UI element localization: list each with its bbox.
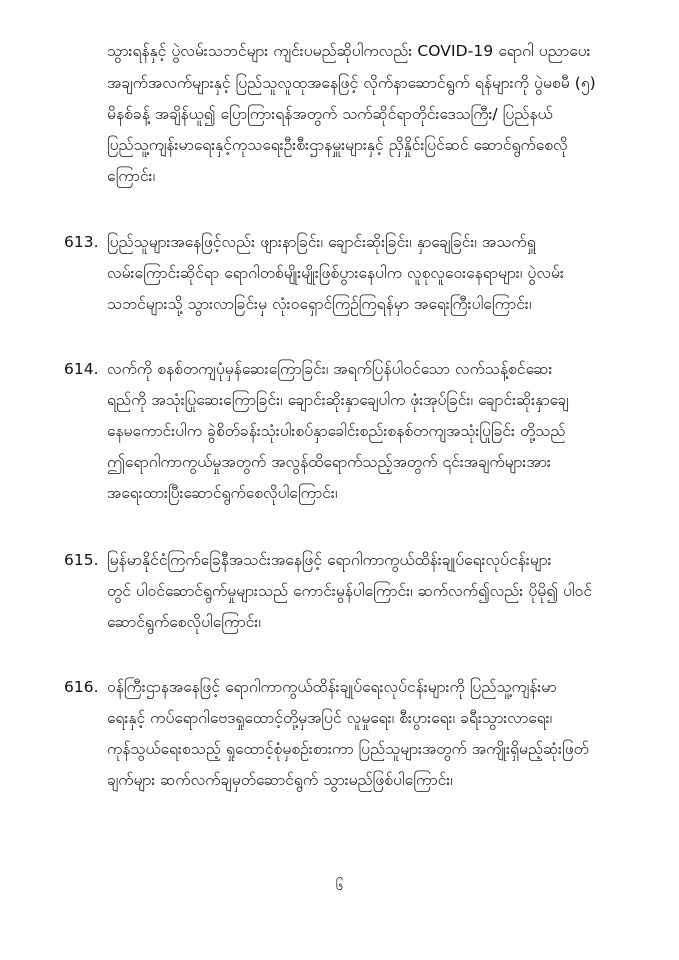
paragraph-line: သွားရန်နှင့် ပွဲလမ်းသဘင်များ ကျင်းပမည်ဆိုပါကလည်း COVID-19 ရောဂါ ပညာပေး: [107, 42, 591, 60]
paragraph-line: ဝန်ကြီးဌာနအနေဖြင့် ရောဂါကာကွယ်ထိန်းချုပ်ရေးလုပ်ငန်းများကို ပြည်သူ့ကျန်းမာ: [107, 678, 557, 696]
paragraph-line: မြန်မာနိုင်ငံကြက်ခြေနီအသင်းအနေဖြင့် ရောဂါကာကွယ်ထိန်းချုပ်ရေးလုပ်ငန်းများ: [107, 551, 552, 569]
paragraph-line: ပြည်သူများအနေဖြင့်လည်း ဖျားနာခြင်း၊ ချောင်းဆိုးခြင်း၊ နှာချေခြင်း၊ အသက်ရှူ: [107, 233, 536, 251]
paragraph-number: 615.: [64, 551, 99, 569]
paragraph-number: 616.: [64, 678, 99, 696]
paragraph-line: ဆောင်ရွက်စေလိုပါကြောင်း၊: [107, 613, 261, 631]
paragraph-line: ချက်များ ဆက်လက်ချမှတ်ဆောင်ရွက် သွားမည်ဖြစ်ပါကြောင်း၊: [107, 771, 453, 789]
paragraph-number: 613.: [64, 233, 99, 251]
paragraph-line: နေမကောင်းပါက ခွဲစိတ်ခန်းသုံးပါးစပ်နှာခေါင်းစည်းစနစ်တကျအသုံးပြုခြင်း တို့သည်: [107, 422, 566, 440]
paragraph-line: အရေးထားပြီးဆောင်ရွက်စေလိုပါကြောင်း၊: [107, 484, 338, 502]
paragraph-number: 614.: [64, 360, 99, 378]
paragraph-line: ပြည်သူ့ကျန်းမာရေးနှင့်ကုသရေးဦးစီးဌာနမှူးများနှင့် ညှိနှိုင်းပြင်ဆင် ဆောင်ရွက်စေလို: [107, 136, 568, 154]
paragraph-line: မိနစ်ခန့် အချိန်ယူ၍ ပြောကြားရန်အတွက် သက်ဆိုင်ရာတိုင်းဒေသကြီး/ ပြည်နယ်: [107, 105, 553, 123]
paragraph-line: အချက်အလက်များနှင့် ပြည်သူလူထုအနေဖြင့် လိုက်နာဆောင်ရွက် ရန်များကို ပွဲမစမီ (၅): [107, 74, 596, 92]
paragraph-line: လက်ကို စနစ်တကျပုံမှန်ဆေးကြောခြင်း၊ အရက်ပြန်ပါဝင်သော လက်သန့်စင်ဆေး: [107, 360, 553, 378]
page-number: ၆: [335, 878, 344, 894]
paragraph-line: ကုန်သွယ်ရေးစသည့် ရှုထောင့်စုံမှစဉ်းစားကာ ပြည်သူများအတွက် အကျိုးရှိမည့်ဆုံးဖြတ်: [107, 740, 589, 758]
paragraph-line: တွင် ပါဝင်ဆောင်ရွက်မှုများသည် ကောင်းမွန်ပါကြောင်း၊ ဆက်လက်၍လည်း ပိုမို၍ ပါဝင်: [107, 582, 593, 600]
paragraph-line: ကြောင်း၊: [107, 167, 156, 185]
paragraph-line: ရေးနှင့် ကပ်ရောဂါဗေဒရှုထောင့်တို့မှအပြင် လူမှုရေး၊ စီးပွားရေး၊ ခရီးသွားလာရေး၊: [107, 709, 553, 727]
paragraph-line: ရည်ကို အသုံးပြုဆေးကြောခြင်း၊ ချောင်းဆိုးနှာချေပါက ဖုံးအုပ်ခြင်း၊ ချောင်းဆိုးနှာချေ: [107, 391, 569, 409]
paragraph-line: လမ်းကြောင်းဆိုင်ရာ ရောဂါတစ်မျိုးမျိုးဖြစ်ပွားနေပါက လူစုလူဝေးနေရာများ၊ ပွဲလမ်း: [107, 264, 564, 282]
paragraph-line: ဤရောဂါကာကွယ်မှုအတွက် အလွန်ထိရောက်သည့်အတွက် ၎င်းအချက်များအား: [107, 453, 551, 471]
paragraph-line: သဘင်များသို့ သွားလာခြင်းမှ လုံးဝရှောင်ကြဉ်ကြရန်မှာ အရေးကြီးပါကြောင်း၊: [107, 295, 532, 313]
